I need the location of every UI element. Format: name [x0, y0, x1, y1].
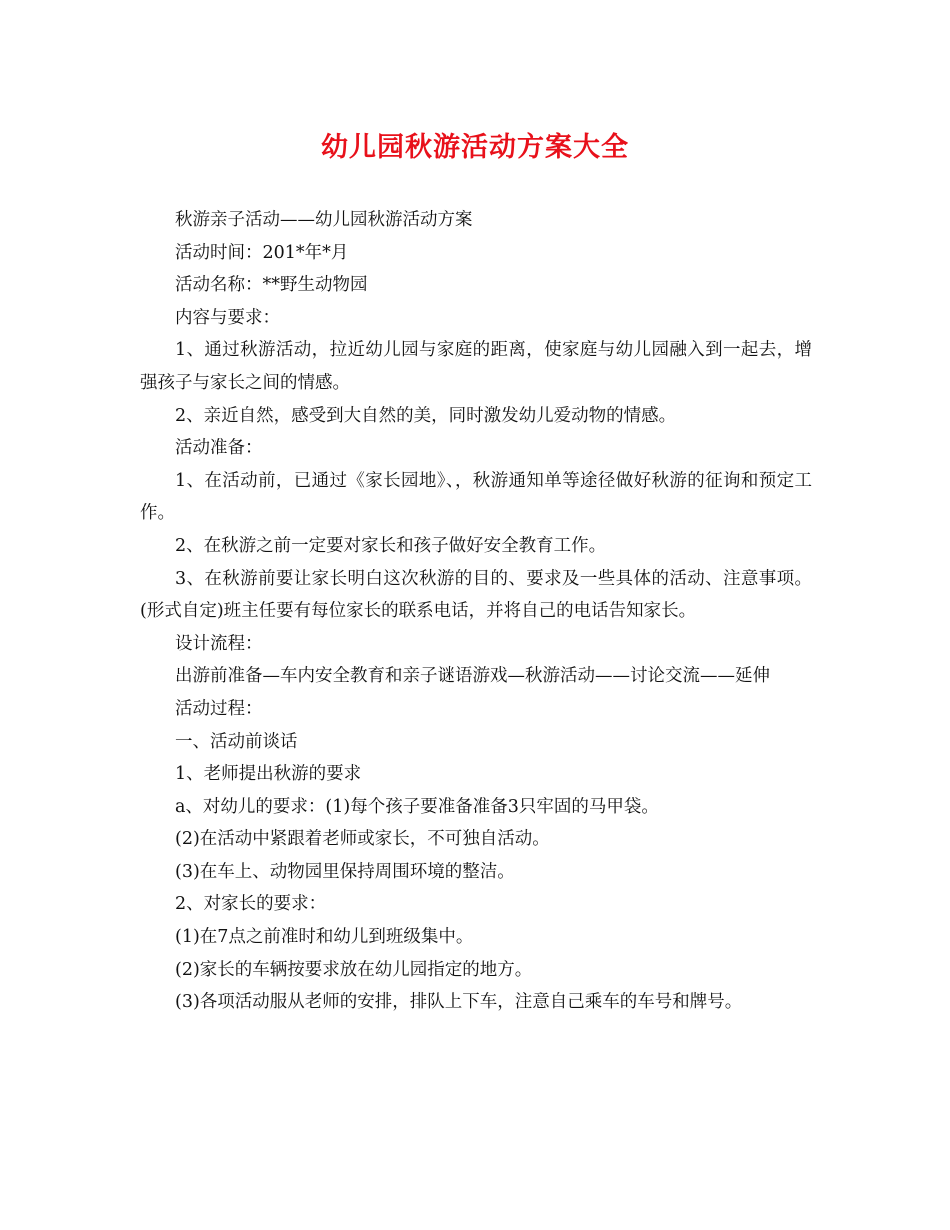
- paragraph: 2、亲近自然，感受到大自然的美，同时激发幼儿爱动物的情感。: [175, 405, 677, 426]
- paragraph: 秋游亲子活动——幼儿园秋游活动方案: [175, 210, 473, 230]
- paragraph: 2、对家长的要求：: [175, 894, 327, 915]
- paragraph: (1)在7点之前准时和幼儿到班级集中。: [175, 927, 474, 948]
- paragraph: 1、在活动前，已通过《家长园地》、，秋游通知单等途径做好秋游的征询和预定工作。: [140, 470, 812, 524]
- paragraph: (3)在车上、动物园里保持周围环境的整洁。: [175, 861, 515, 882]
- paragraph: 活动名称：**野生动物园: [175, 275, 368, 296]
- document-body: [140, 204, 812, 1019]
- paragraph: 内容与要求：: [175, 307, 280, 328]
- paragraph: (2)在活动中紧跟着老师或家长，不可独自活动。: [175, 829, 550, 850]
- paragraph: a、对幼儿的要求：(1)每个孩子要准备准备3只牢固的马甲袋。: [175, 796, 659, 817]
- document-title: 幼儿园秋游活动方案大全: [321, 132, 629, 163]
- paragraph: 出游前准备—车内安全教育和亲子谜语游戏—秋游活动——讨论交流——延伸: [175, 666, 770, 687]
- paragraph: 设计流程：: [175, 633, 263, 654]
- paragraph: 3、在秋游前要让家长明白这次秋游的目的、要求及一些具体的活动、注意事项。(形式自定)班主任要有每位家长的联系电话，并将自己的电话告知家长。: [140, 568, 812, 622]
- paragraph: 活动时间：201*年*月: [175, 242, 349, 263]
- paragraph: 活动过程：: [175, 698, 263, 719]
- paragraph: 2、在秋游之前一定要对家长和孩子做好安全教育工作。: [175, 535, 607, 556]
- paragraph: (3)各项活动服从老师的安排，排队上下车，注意自己乘车的车号和牌号。: [175, 992, 743, 1013]
- paragraph: 1、老师提出秋游的要求: [175, 764, 362, 785]
- paragraph: 1、通过秋游活动，拉近幼儿园与家庭的距离，使家庭与幼儿园融入到一起去，增强孩子与家长之间的情感。: [140, 340, 812, 393]
- paragraph: 活动准备：: [175, 438, 263, 459]
- paragraph: (2)家长的车辆按要求放在幼儿园指定的地方。: [175, 959, 533, 980]
- paragraph: 一、活动前谈话: [175, 731, 298, 752]
